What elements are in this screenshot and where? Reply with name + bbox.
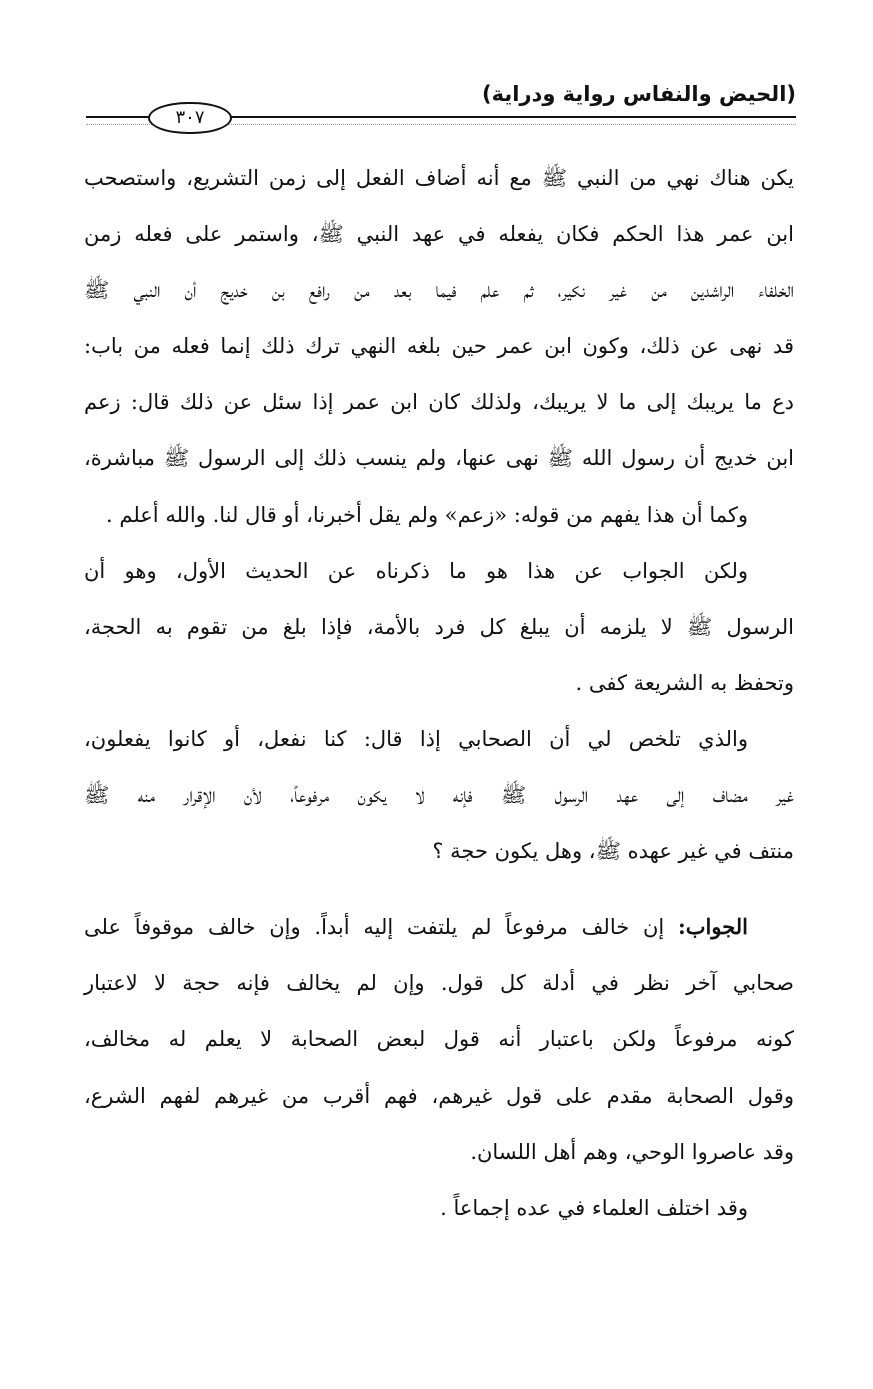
text-line: الرسول ﷺ لا يلزمه أن يبلغ كل فرد بالأمة، فإذا بلغ من تقوم به الحجة، bbox=[84, 614, 794, 639]
text-line: يكن هناك نهي من النبي ﷺ مع أنه أضاف الفعل إلى زمن التشريع، واستصحب bbox=[84, 166, 794, 190]
text-line: ولكن الجواب عن هذا هو ما ذكرناه عن الحديث الأول، وهو أن bbox=[84, 558, 748, 583]
answer-first-line bbox=[84, 899, 794, 955]
text-line: وتحفظ به الشريعة كفى . bbox=[575, 670, 794, 695]
text-line: صحابي آخر نظر في أدلة كل قول. وإن لم يخالف فإنه حجة لا لاعتبار bbox=[84, 971, 794, 996]
body-text bbox=[84, 150, 794, 1236]
running-title: (الحيض والنفاس رواية ودراية) bbox=[482, 82, 796, 106]
text-line: والذي تلخص لي أن الصحابي إذا قال: كنا نفعل، أو كانوا يفعلون، bbox=[84, 726, 748, 751]
text-line: منتف في غير عهده ﷺ، وهل يكون حجة ؟ bbox=[432, 839, 794, 864]
text-line: كونه مرفوعاً ولكن باعتبار أنه قول لبعض الصحابة لا يعلم له مخالف، bbox=[84, 1027, 794, 1052]
text-line: غير مضاف إلى عهد الرسول ﷺ فإنه لا يكون مرفوعاً، لأن الإقرار منه ﷺ bbox=[84, 783, 794, 808]
page-number: ٣٠٧ bbox=[148, 102, 232, 134]
text-line-rest: إن خالف مرفوعاً لم يلتفت إليه أبداً. وإن خالف موقوفاً على bbox=[84, 915, 678, 940]
text-line: وقول الصحابة مقدم على قول غيرهم، فهم أقرب من غيرهم لفهم الشرع، bbox=[84, 1083, 794, 1108]
text-line: وقد اختلف العلماء في عده إجماعاً . bbox=[440, 1195, 748, 1220]
text-line: ابن خديج أن رسول الله ﷺ نهى عنها، ولم ينسب ذلك إلى الرسول ﷺ مباشرة، bbox=[84, 446, 794, 471]
text-line: ابن عمر هذا الحكم فكان يفعله في عهد النبي ﷺ، واستمر على فعله زمن bbox=[84, 222, 794, 247]
text-line: وكما أن هذا يفهم من قوله: «زعم» ولم يقل أخبرنا، أو قال لنا. والله أعلم . bbox=[106, 502, 748, 527]
text-line: قد نهى عن ذلك، وكون ابن عمر حين بلغه النهي ترك ذلك إنما فعله من باب: bbox=[84, 334, 794, 359]
page-header bbox=[86, 80, 796, 140]
text-line: دع ما يريبك إلى ما لا يريبك، ولذلك كان ابن عمر إذا سئل عن ذلك قال: زعم bbox=[84, 390, 794, 415]
text-line: الخلفاء الراشدين من غير نكير، ثم علم فيما بعد من رافع بن خديج أن النبي ﷺ bbox=[84, 278, 794, 303]
paragraph-gap bbox=[84, 879, 794, 899]
text-line: وقد عاصروا الوحي، وهم أهل اللسان. bbox=[470, 1139, 794, 1164]
answer-label: الجواب: bbox=[678, 914, 748, 940]
